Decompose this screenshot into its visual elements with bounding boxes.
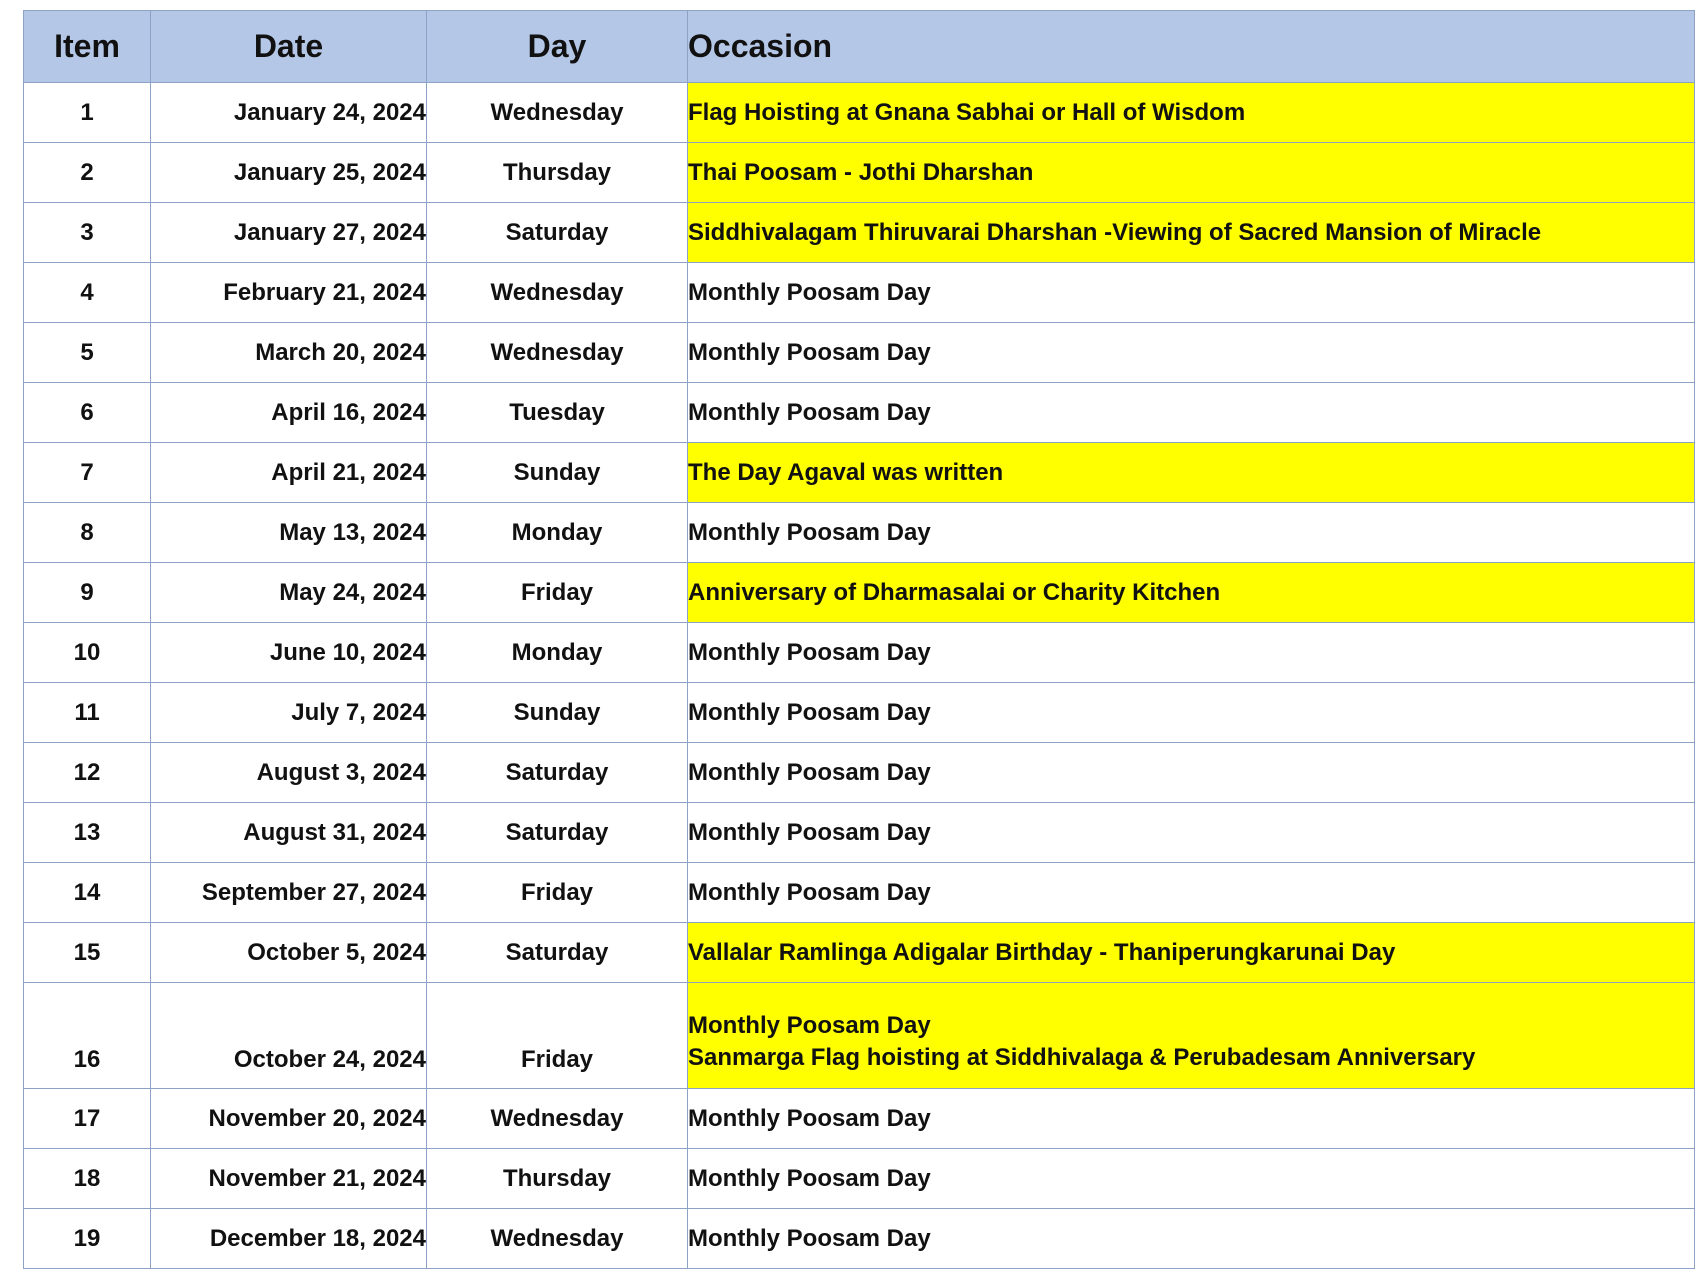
- header-date: Date: [151, 11, 427, 83]
- item-cell: 10: [24, 623, 151, 683]
- date-cell: November 20, 2024: [151, 1089, 427, 1149]
- item-cell: 17: [24, 1089, 151, 1149]
- item-cell: 6: [24, 383, 151, 443]
- day-cell: Wednesday: [427, 1089, 688, 1149]
- table-body: [24, 83, 1695, 1269]
- occasion-text: Monthly Poosam Day: [688, 758, 931, 786]
- occasion-cell: [688, 1089, 1695, 1149]
- occasion-cell: [688, 743, 1695, 803]
- item-cell: 7: [24, 443, 151, 503]
- date-cell: August 3, 2024: [151, 743, 427, 803]
- occasion-text: Monthly Poosam Day: [688, 1224, 931, 1252]
- table-row: [24, 983, 1695, 1089]
- item-cell: 5: [24, 323, 151, 383]
- occasion-text: Flag Hoisting at Gnana Sabhai or Hall of Wisdom: [688, 98, 1246, 126]
- occasion-text: Monthly Poosam Day: [688, 1012, 931, 1039]
- table-row: [24, 323, 1695, 383]
- occasion-text: Monthly Poosam Day: [688, 278, 931, 306]
- date-cell: October 24, 2024: [151, 983, 427, 1089]
- date-cell: January 27, 2024: [151, 203, 427, 263]
- item-cell: 14: [24, 863, 151, 923]
- day-cell: Saturday: [427, 803, 688, 863]
- occasion-cell: [688, 383, 1695, 443]
- header-occasion: Occasion: [688, 11, 1695, 83]
- occasion-text: The Day Agaval was written: [688, 458, 1004, 486]
- day-cell: Saturday: [427, 923, 688, 983]
- date-cell: January 24, 2024: [151, 83, 427, 143]
- occasion-cell: [688, 1149, 1695, 1209]
- header-day: Day: [427, 11, 688, 83]
- day-cell: Sunday: [427, 683, 688, 743]
- day-cell: Wednesday: [427, 263, 688, 323]
- table-row: [24, 143, 1695, 203]
- date-cell: April 21, 2024: [151, 443, 427, 503]
- item-cell: 19: [24, 1209, 151, 1269]
- date-cell: December 18, 2024: [151, 1209, 427, 1269]
- occasion-text: Monthly Poosam Day: [688, 878, 931, 906]
- table-row: [24, 443, 1695, 503]
- item-cell: 12: [24, 743, 151, 803]
- day-cell: Saturday: [427, 203, 688, 263]
- occasion-cell: [688, 563, 1695, 623]
- day-cell: Thursday: [427, 1149, 688, 1209]
- item-cell: 3: [24, 203, 151, 263]
- occasion-cell: [688, 203, 1695, 263]
- occasion-text: Vallalar Ramlinga Adigalar Birthday - Thaniperungkarunai Day: [688, 938, 1396, 966]
- date-cell: April 16, 2024: [151, 383, 427, 443]
- day-cell: Wednesday: [427, 323, 688, 383]
- events-sheet: [23, 10, 1694, 1269]
- date-cell: June 10, 2024: [151, 623, 427, 683]
- header-item: Item: [24, 11, 151, 83]
- occasion-cell: [688, 323, 1695, 383]
- day-cell: Saturday: [427, 743, 688, 803]
- item-cell: 1: [24, 83, 151, 143]
- occasion-cell: [688, 443, 1695, 503]
- table-header: [24, 11, 1695, 83]
- day-cell: Thursday: [427, 143, 688, 203]
- item-cell: 11: [24, 683, 151, 743]
- occasion-text: Anniversary of Dharmasalai or Charity Kitchen: [688, 578, 1221, 606]
- table-row: [24, 803, 1695, 863]
- item-cell: 9: [24, 563, 151, 623]
- date-cell: July 7, 2024: [151, 683, 427, 743]
- table-row: [24, 683, 1695, 743]
- occasion-cell: [688, 83, 1695, 143]
- table-row: [24, 263, 1695, 323]
- date-cell: September 27, 2024: [151, 863, 427, 923]
- day-cell: Sunday: [427, 443, 688, 503]
- occasion-text: Monthly Poosam Day: [688, 698, 931, 726]
- occasion-text: Monthly Poosam Day: [688, 518, 931, 546]
- occasion-text: Monthly Poosam Day: [688, 398, 931, 426]
- occasion-cell: [688, 983, 1695, 1089]
- occasion-text: Siddhivalagam Thiruvarai Dharshan -Viewing of Sacred Mansion of Miracle: [688, 218, 1542, 246]
- table-row: [24, 563, 1695, 623]
- date-cell: January 25, 2024: [151, 143, 427, 203]
- table-row: [24, 503, 1695, 563]
- occasion-text: Monthly Poosam Day: [688, 638, 931, 666]
- item-cell: 4: [24, 263, 151, 323]
- occasion-text: Thai Poosam - Jothi Dharshan: [688, 158, 1034, 186]
- day-cell: Monday: [427, 503, 688, 563]
- occasion-cell: [688, 503, 1695, 563]
- occasion-text: Monthly Poosam Day: [688, 1104, 931, 1132]
- date-cell: November 21, 2024: [151, 1149, 427, 1209]
- day-cell: Friday: [427, 983, 688, 1089]
- date-cell: August 31, 2024: [151, 803, 427, 863]
- item-cell: 16: [24, 983, 151, 1089]
- day-cell: Friday: [427, 563, 688, 623]
- table-row: [24, 1209, 1695, 1269]
- item-cell: 13: [24, 803, 151, 863]
- table-row: [24, 83, 1695, 143]
- day-cell: Wednesday: [427, 1209, 688, 1269]
- table-row: [24, 743, 1695, 803]
- header-row: [24, 11, 1695, 83]
- occasion-cell: [688, 803, 1695, 863]
- occasion-cell: [688, 683, 1695, 743]
- table-row: [24, 1149, 1695, 1209]
- table-row: [24, 1089, 1695, 1149]
- occasion-text: Sanmarga Flag hoisting at Siddhivalaga & Perubadesam Anniversary: [688, 1044, 1476, 1071]
- date-cell: October 5, 2024: [151, 923, 427, 983]
- occasion-cell: [688, 923, 1695, 983]
- occasion-text: Monthly Poosam Day: [688, 1164, 931, 1192]
- day-cell: Tuesday: [427, 383, 688, 443]
- day-cell: Monday: [427, 623, 688, 683]
- table-row: [24, 203, 1695, 263]
- day-cell: Wednesday: [427, 83, 688, 143]
- item-cell: 8: [24, 503, 151, 563]
- date-cell: February 21, 2024: [151, 263, 427, 323]
- occasion-cell: [688, 1209, 1695, 1269]
- date-cell: March 20, 2024: [151, 323, 427, 383]
- item-cell: 15: [24, 923, 151, 983]
- occasion-cell: [688, 263, 1695, 323]
- occasion-cell: [688, 623, 1695, 683]
- table-row: [24, 923, 1695, 983]
- date-cell: May 13, 2024: [151, 503, 427, 563]
- occasion-text: Monthly Poosam Day: [688, 338, 931, 366]
- day-cell: Friday: [427, 863, 688, 923]
- occasion-cell: [688, 143, 1695, 203]
- events-table: [23, 10, 1695, 1269]
- table-row: [24, 623, 1695, 683]
- item-cell: 2: [24, 143, 151, 203]
- occasion-text: Monthly Poosam Day: [688, 818, 931, 846]
- table-row: [24, 863, 1695, 923]
- date-cell: May 24, 2024: [151, 563, 427, 623]
- occasion-cell: [688, 863, 1695, 923]
- table-row: [24, 383, 1695, 443]
- item-cell: 18: [24, 1149, 151, 1209]
